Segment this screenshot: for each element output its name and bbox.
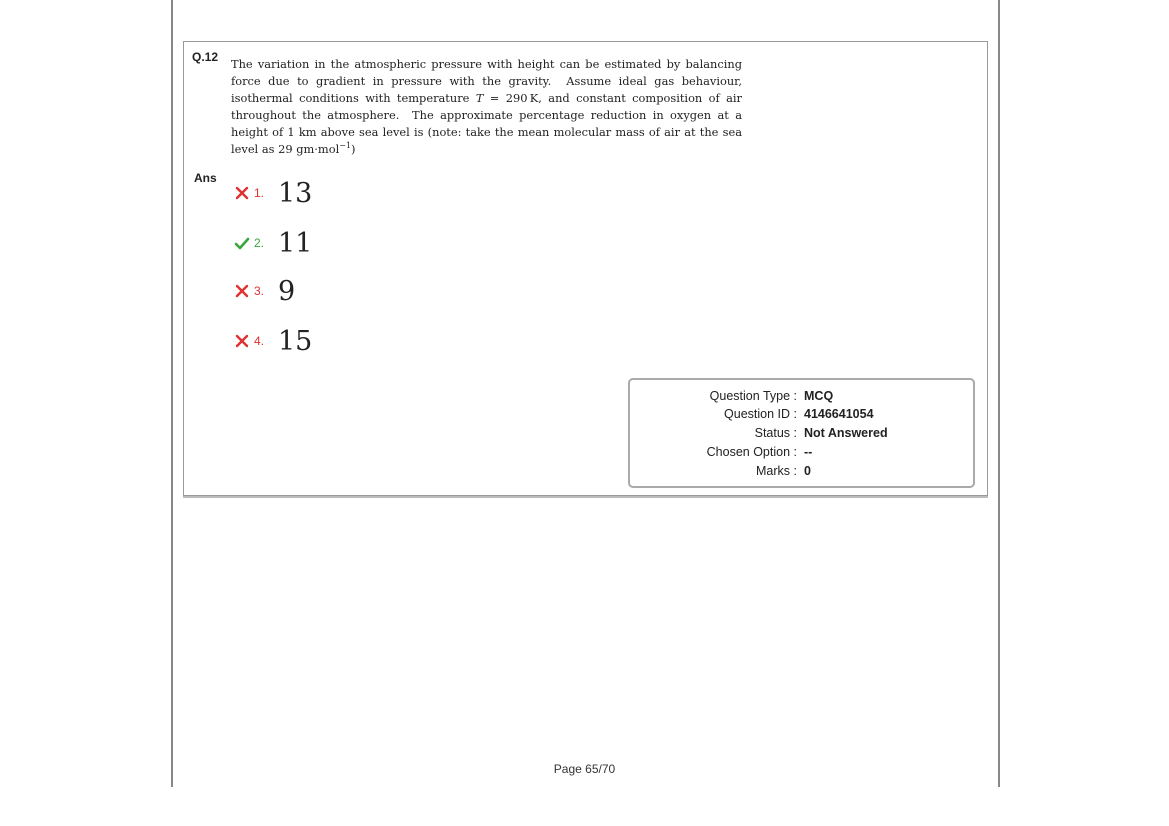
option-2: [234, 228, 312, 258]
option-value: 9: [278, 275, 296, 307]
info-question-type: [630, 389, 973, 407]
option-value: 15: [278, 325, 313, 357]
info-marks: [630, 464, 973, 482]
info-value: 4146641054: [804, 407, 874, 421]
info-value: MCQ: [804, 389, 834, 403]
info-value: 0: [804, 464, 811, 478]
cross-icon: [234, 333, 250, 349]
info-label: Question ID :: [724, 407, 797, 421]
info-label: Status :: [754, 426, 797, 440]
option-number: 1.: [254, 186, 265, 200]
option-3: [234, 276, 295, 306]
option-number: 4.: [254, 334, 265, 348]
cross-icon: [234, 185, 250, 201]
info-chosen-option: [630, 445, 973, 463]
info-status: [630, 426, 973, 444]
info-question-id: [630, 407, 973, 425]
question-info-box: [628, 378, 975, 488]
question-text: The variation in the atmospheric pressure with height can be estimated by balancing force due to gradient in pressure with the gravity. Assume ideal gas behaviour, isothermal conditions with temperature T = 290 K, and constant composition of air throughout the atmosphere. The approximate percentage reduction in oxygen at a height of 1 km above sea level is (note: take the mean molecular mass of air at the sea level as 29 gm·mol$^{-1}$): [231, 57, 742, 156]
cross-icon: [234, 283, 250, 299]
info-value: --: [804, 445, 813, 459]
option-number: 2.: [254, 236, 265, 250]
info-label: Chosen Option :: [706, 445, 797, 459]
option-number: 3.: [254, 284, 265, 298]
option-4: [234, 326, 312, 356]
info-value: Not Answered: [804, 426, 888, 440]
option-1: [234, 178, 312, 208]
option-value: 11: [278, 227, 313, 259]
info-label: Question Type :: [709, 389, 797, 403]
check-icon: [234, 235, 250, 251]
option-value: 13: [278, 177, 313, 209]
info-label: Marks :: [756, 464, 797, 478]
answer-label: Ans: [194, 171, 217, 185]
question-number: Q.12: [192, 50, 219, 64]
page-number: Page 65/70: [553, 762, 616, 776]
question-panel: [183, 41, 988, 496]
